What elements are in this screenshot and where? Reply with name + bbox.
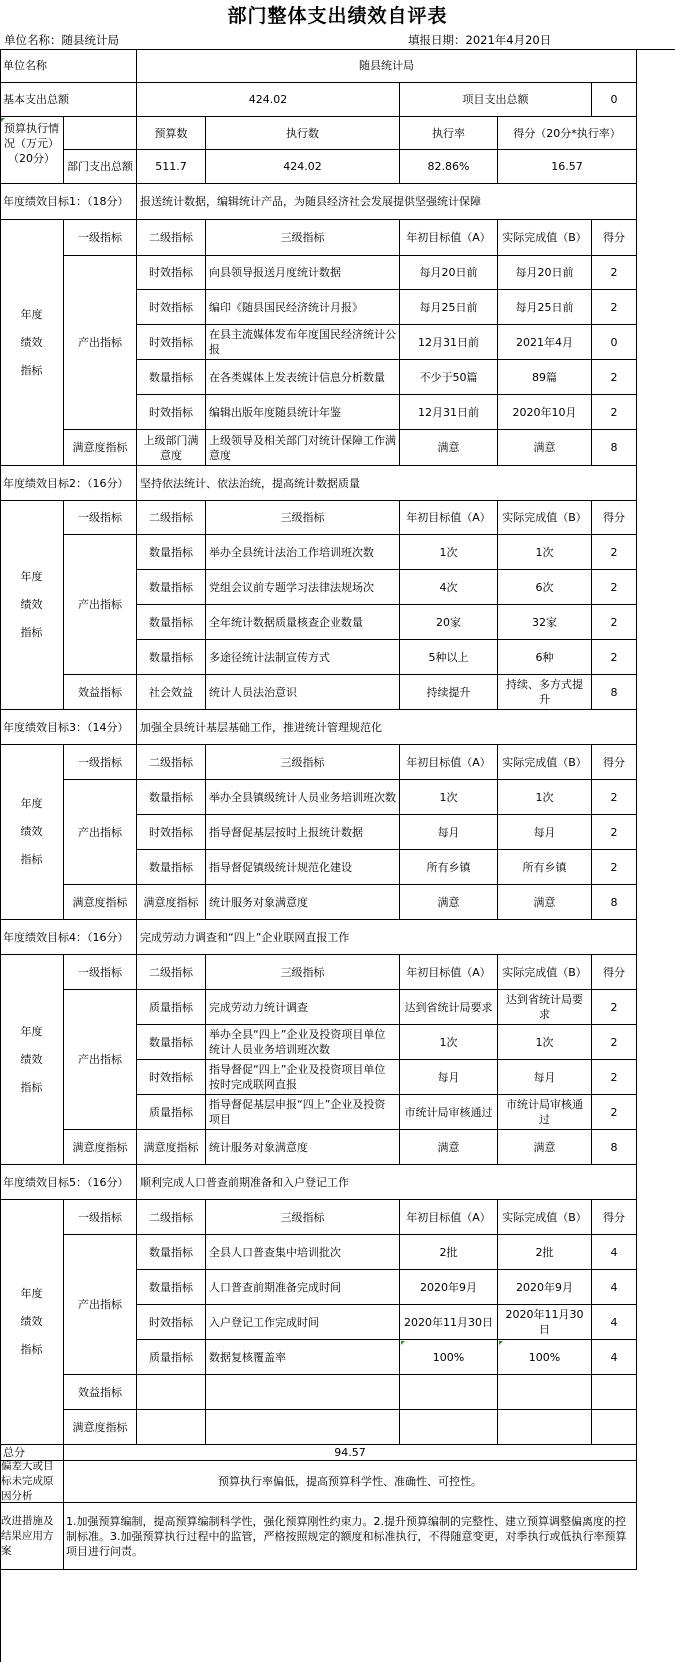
level3-indicator xyxy=(206,1375,400,1410)
level3-indicator: 指导督促基层申报“四上”企业及投资项目 xyxy=(206,1095,400,1130)
cell-note-marker xyxy=(1,118,5,122)
col-actual: 实际完成值（B） xyxy=(498,501,592,535)
level3-indicator: 上级领导及相关部门对统计保障工作满意度 xyxy=(206,430,400,466)
level3-indicator: 举办全县统计法治工作培训班次数 xyxy=(206,535,400,570)
level1-indicator: 产出指标 xyxy=(64,256,137,430)
target-value: 4次 xyxy=(400,570,498,605)
actual-value xyxy=(498,1410,592,1445)
goal-1-text: 报送统计数据，编辑统计产品，为随县经济社会发展提供坚强统计保障 xyxy=(137,184,637,220)
target-value xyxy=(400,1410,498,1445)
project-expense-label: 项目支出总额 xyxy=(400,83,592,117)
score-cell: 0 xyxy=(592,325,637,360)
level3-indicator: 向县领导报送月度统计数据 xyxy=(206,256,400,290)
level3-indicator: 人口普查前期准备完成时间 xyxy=(206,1270,400,1305)
target-value: 满意 xyxy=(400,1130,498,1165)
actual-value: 每月25日前 xyxy=(498,290,592,325)
score-cell: 2 xyxy=(592,640,637,675)
level2-indicator: 质量指标 xyxy=(137,1340,206,1375)
basic-expense-value: 424.02 xyxy=(137,83,400,117)
actual-value: 持续、多方式提升 xyxy=(498,675,592,710)
goal-4-label: 年度绩效目标4：（16分） xyxy=(0,920,137,955)
level3-indicator: 编印《随县国民经济统计月报》 xyxy=(206,290,400,325)
level3-indicator xyxy=(206,1410,400,1445)
goal-1-label: 年度绩效目标1：（18分） xyxy=(0,184,137,220)
goal-1-year-indicator: 年度 绩效 指标 xyxy=(0,220,64,466)
goal-4-year-indicator: 年度 绩效 指标 xyxy=(0,955,64,1165)
level3-indicator: 全年统计数据质量核查企业数量 xyxy=(206,605,400,640)
goal-5-year-indicator: 年度 绩效 指标 xyxy=(0,1200,64,1445)
cell-note-marker xyxy=(401,1341,405,1345)
fill-date-label: 填报日期：2021年4月20日 xyxy=(408,33,552,47)
score-cell: 2 xyxy=(592,395,637,430)
level2-indicator: 时效指标 xyxy=(137,1060,206,1095)
col-actual: 实际完成值（B） xyxy=(498,745,592,780)
score-cell: 2 xyxy=(592,570,637,605)
unit-name-label: 单位名称：随县统计局 xyxy=(4,33,119,47)
level2-indicator: 数量指标 xyxy=(137,535,206,570)
level3-indicator: 指导督促镇级统计规范化建设 xyxy=(206,850,400,885)
target-value: 2批 xyxy=(400,1235,498,1270)
actual-value: 每月 xyxy=(498,815,592,850)
actual-value: 2批 xyxy=(498,1235,592,1270)
level2-indicator xyxy=(137,1410,206,1445)
actual-value: 1次 xyxy=(498,1025,592,1060)
target-value: 1次 xyxy=(400,780,498,815)
level2-indicator xyxy=(137,1375,206,1410)
col-actual: 实际完成值（B） xyxy=(498,1200,592,1235)
col-level1: 一级指标 xyxy=(64,501,137,535)
level2-indicator: 时效指标 xyxy=(137,290,206,325)
level2-indicator: 质量指标 xyxy=(137,1095,206,1130)
level1-indicator: 产出指标 xyxy=(64,780,137,885)
actual-value: 100% xyxy=(498,1340,592,1375)
actual-value: 6次 xyxy=(498,570,592,605)
level2-indicator: 满意度指标 xyxy=(137,1130,206,1165)
level3-indicator: 统计服务对象满意度 xyxy=(206,1130,400,1165)
level3-indicator: 在县主流媒体发布年度国民经济统计公报 xyxy=(206,325,400,360)
improvement-label: 改进措施及结果应用方案 xyxy=(0,1503,64,1570)
total-value: 94.57 xyxy=(64,1445,637,1461)
level2-indicator: 满意度指标 xyxy=(137,885,206,920)
col-level1: 一级指标 xyxy=(64,220,137,256)
level3-indicator: 指导督促“四上”企业及投资项目单位按时完成联网直报 xyxy=(206,1060,400,1095)
col-level1: 一级指标 xyxy=(64,955,137,990)
blank-cell xyxy=(64,117,137,150)
score-cell: 4 xyxy=(592,1340,637,1375)
level1-indicator: 效益指标 xyxy=(64,1375,137,1410)
level2-indicator: 数量指标 xyxy=(137,1235,206,1270)
level2-indicator: 数量指标 xyxy=(137,605,206,640)
target-value: 每月20日前 xyxy=(400,256,498,290)
score-cell: 2 xyxy=(592,990,637,1025)
level3-indicator: 党组会议前专题学习法律法规场次 xyxy=(206,570,400,605)
col-actual: 实际完成值（B） xyxy=(498,220,592,256)
level3-indicator: 全县人口普查集中培训批次 xyxy=(206,1235,400,1270)
target-value: 达到省统计局要求 xyxy=(400,990,498,1025)
target-value: 市统计局审核通过 xyxy=(400,1095,498,1130)
target-value: 不少于50篇 xyxy=(400,360,498,395)
unit-name-value: 随县统计局 xyxy=(137,49,637,83)
col-level3: 三级指标 xyxy=(206,955,400,990)
target-value: 20家 xyxy=(400,605,498,640)
level3-indicator: 编辑出版年度随县统计年鉴 xyxy=(206,395,400,430)
target-value: 5种以上 xyxy=(400,640,498,675)
level3-indicator: 数据复核覆盖率 xyxy=(206,1340,400,1375)
level2-indicator: 上级部门满意度 xyxy=(137,430,206,466)
actual-value: 2021年4月 xyxy=(498,325,592,360)
actual-value: 每月20日前 xyxy=(498,256,592,290)
score-cell: 8 xyxy=(592,675,637,710)
target-value: 1次 xyxy=(400,535,498,570)
actual-value: 89篇 xyxy=(498,360,592,395)
actual-value: 1次 xyxy=(498,780,592,815)
col-target: 年初目标值（A） xyxy=(400,1200,498,1235)
col-level2: 二级指标 xyxy=(137,745,206,780)
target-value: 12月31日前 xyxy=(400,395,498,430)
level2-indicator: 时效指标 xyxy=(137,325,206,360)
target-value: 每月25日前 xyxy=(400,290,498,325)
score-cell: 2 xyxy=(592,256,637,290)
col-budget: 预算数 xyxy=(137,117,206,150)
actual-value: 1次 xyxy=(498,535,592,570)
actual-value: 2020年9月 xyxy=(498,1270,592,1305)
target-value: 每月 xyxy=(400,1060,498,1095)
score-cell: 2 xyxy=(592,1060,637,1095)
score-cell: 2 xyxy=(592,290,637,325)
level2-indicator: 数量指标 xyxy=(137,360,206,395)
actual-value: 6种 xyxy=(498,640,592,675)
target-value: 每月 xyxy=(400,815,498,850)
actual-value: 满意 xyxy=(498,430,592,466)
level2-indicator: 质量指标 xyxy=(137,990,206,1025)
score-cell: 2 xyxy=(592,605,637,640)
page-title: 部门整体支出绩效自评表 xyxy=(227,5,448,27)
col-score-header: 得分 xyxy=(592,501,637,535)
goal-4-text: 完成劳动力调查和“四上”企业联网直报工作 xyxy=(137,920,637,955)
score-cell: 2 xyxy=(592,815,637,850)
score-cell: 4 xyxy=(592,1270,637,1305)
score-cell: 2 xyxy=(592,535,637,570)
col-level2: 二级指标 xyxy=(137,220,206,256)
col-score-header: 得分 xyxy=(592,745,637,780)
actual-value: 所有乡镇 xyxy=(498,850,592,885)
basic-expense-label: 基本支出总额 xyxy=(0,83,137,117)
level2-indicator: 数量指标 xyxy=(137,850,206,885)
target-value: 持续提升 xyxy=(400,675,498,710)
col-score-header: 得分 xyxy=(592,1200,637,1235)
score-cell: 4 xyxy=(592,1305,637,1340)
level3-indicator: 入户登记工作完成时间 xyxy=(206,1305,400,1340)
level1-indicator: 效益指标 xyxy=(64,675,137,710)
col-target: 年初目标值（A） xyxy=(400,220,498,256)
goal-3-text: 加强全县统计基层基础工作，推进统计管理规范化 xyxy=(137,710,637,745)
deviation-reason-text: 预算执行率偏低，提高预算科学性、准确性、可控性。 xyxy=(64,1461,637,1503)
level2-indicator: 时效指标 xyxy=(137,256,206,290)
level3-indicator: 多途径统计法制宣传方式 xyxy=(206,640,400,675)
score-cell: 2 xyxy=(592,360,637,395)
budget-value: 511.7 xyxy=(137,150,206,184)
col-target: 年初目标值（A） xyxy=(400,501,498,535)
actual-value: 市统计局审核通过 xyxy=(498,1095,592,1130)
actual-value: 满意 xyxy=(498,885,592,920)
level2-indicator: 时效指标 xyxy=(137,815,206,850)
budget-execution-label: 预算执行情况（万元）（20分） xyxy=(0,117,64,184)
unit-name-label-cell: 单位名称 xyxy=(0,49,137,83)
col-score-header: 得分 xyxy=(592,220,637,256)
rate-value: 82.86% xyxy=(400,150,498,184)
col-target: 年初目标值（A） xyxy=(400,955,498,990)
col-level3: 三级指标 xyxy=(206,501,400,535)
score-cell: 8 xyxy=(592,1130,637,1165)
score-cell: 8 xyxy=(592,430,637,466)
level3-indicator: 统计服务对象满意度 xyxy=(206,885,400,920)
col-actual: 实际完成值（B） xyxy=(498,955,592,990)
actual-value: 达到省统计局要求 xyxy=(498,990,592,1025)
level3-indicator: 完成劳动力统计调查 xyxy=(206,990,400,1025)
target-value: 100% xyxy=(400,1340,498,1375)
score-cell xyxy=(592,1410,637,1445)
dept-expense-label: 部门支出总额 xyxy=(64,150,137,184)
level2-indicator: 时效指标 xyxy=(137,1305,206,1340)
total-label: 总分 xyxy=(0,1445,64,1461)
level2-indicator: 社会效益 xyxy=(137,675,206,710)
cell-note-marker xyxy=(499,1341,503,1345)
actual-value xyxy=(498,1375,592,1410)
level3-indicator: 指导督促基层按时上报统计数据 xyxy=(206,815,400,850)
score-cell: 2 xyxy=(592,780,637,815)
level2-indicator: 数量指标 xyxy=(137,1025,206,1060)
level1-indicator: 产出指标 xyxy=(64,535,137,675)
score-cell: 2 xyxy=(592,1025,637,1060)
actual-value: 2020年10月 xyxy=(498,395,592,430)
level1-indicator: 产出指标 xyxy=(64,1235,137,1375)
level1-indicator: 满意度指标 xyxy=(64,1410,137,1445)
level3-indicator: 举办全县“四上”企业及投资项目单位统计人员业务培训班次数 xyxy=(206,1025,400,1060)
score-cell: 4 xyxy=(592,1235,637,1270)
col-level2: 二级指标 xyxy=(137,1200,206,1235)
col-score: 得分（20分*执行率） xyxy=(498,117,637,150)
goal-2-text: 坚持依法统计、依法治统，提高统计数据质量 xyxy=(137,466,637,501)
col-exec: 执行数 xyxy=(206,117,400,150)
goal-2-label: 年度绩效目标2：（16分） xyxy=(0,466,137,501)
project-expense-value: 0 xyxy=(592,83,637,117)
target-value: 12月31日前 xyxy=(400,325,498,360)
level1-indicator: 产出指标 xyxy=(64,990,137,1130)
improvement-text: 1.加强预算编制，提高预算编制科学性，强化预算刚性约束力。2.提升预算编制的完整性、建立预算调整偏离度的控制标准。3.加强预算执行过程中的监管，严格按照规定的额度和标准执行，不得随意变更，对季执行或低执行率预算项目进行问责。 xyxy=(64,1503,637,1570)
level2-indicator: 数量指标 xyxy=(137,1270,206,1305)
target-value: 所有乡镇 xyxy=(400,850,498,885)
level1-indicator: 满意度指标 xyxy=(64,430,137,466)
level3-indicator: 在各类媒体上发表统计信息分析数量 xyxy=(206,360,400,395)
score-cell xyxy=(592,1375,637,1410)
goal-3-year-indicator: 年度 绩效 指标 xyxy=(0,745,64,920)
level1-indicator: 满意度指标 xyxy=(64,1130,137,1165)
col-level3: 三级指标 xyxy=(206,1200,400,1235)
score-value: 16.57 xyxy=(498,150,637,184)
actual-value: 2020年11月30日 xyxy=(498,1305,592,1340)
score-cell: 8 xyxy=(592,885,637,920)
target-value: 1次 xyxy=(400,1025,498,1060)
col-target: 年初目标值（A） xyxy=(400,745,498,780)
actual-value: 每月 xyxy=(498,1060,592,1095)
col-level1: 一级指标 xyxy=(64,745,137,780)
goal-3-label: 年度绩效目标3：（14分） xyxy=(0,710,137,745)
score-cell: 2 xyxy=(592,850,637,885)
target-value: 满意 xyxy=(400,430,498,466)
col-level3: 三级指标 xyxy=(206,220,400,256)
col-level3: 三级指标 xyxy=(206,745,400,780)
col-level2: 二级指标 xyxy=(137,501,206,535)
exec-value: 424.02 xyxy=(206,150,400,184)
actual-value: 满意 xyxy=(498,1130,592,1165)
goal-2-year-indicator: 年度 绩效 指标 xyxy=(0,501,64,710)
col-rate: 执行率 xyxy=(400,117,498,150)
target-value: 2020年9月 xyxy=(400,1270,498,1305)
deviation-reason-label: 偏差大或目标未完成原因分析 xyxy=(0,1461,64,1503)
target-value xyxy=(400,1375,498,1410)
target-value: 2020年11月30日 xyxy=(400,1305,498,1340)
level2-indicator: 数量指标 xyxy=(137,570,206,605)
col-score-header: 得分 xyxy=(592,955,637,990)
actual-value: 32家 xyxy=(498,605,592,640)
col-level2: 二级指标 xyxy=(137,955,206,990)
goal-5-text: 顺利完成人口普查前期准备和入户登记工作 xyxy=(137,1165,637,1200)
level1-indicator: 满意度指标 xyxy=(64,885,137,920)
col-level1: 一级指标 xyxy=(64,1200,137,1235)
target-value: 满意 xyxy=(400,885,498,920)
level2-indicator: 时效指标 xyxy=(137,395,206,430)
level3-indicator: 统计人员法治意识 xyxy=(206,675,400,710)
level2-indicator: 数量指标 xyxy=(137,780,206,815)
level3-indicator: 举办全县镇级统计人员业务培训班次数 xyxy=(206,780,400,815)
level2-indicator: 数量指标 xyxy=(137,640,206,675)
score-cell: 2 xyxy=(592,1095,637,1130)
goal-5-label: 年度绩效目标5：（16分） xyxy=(0,1165,137,1200)
